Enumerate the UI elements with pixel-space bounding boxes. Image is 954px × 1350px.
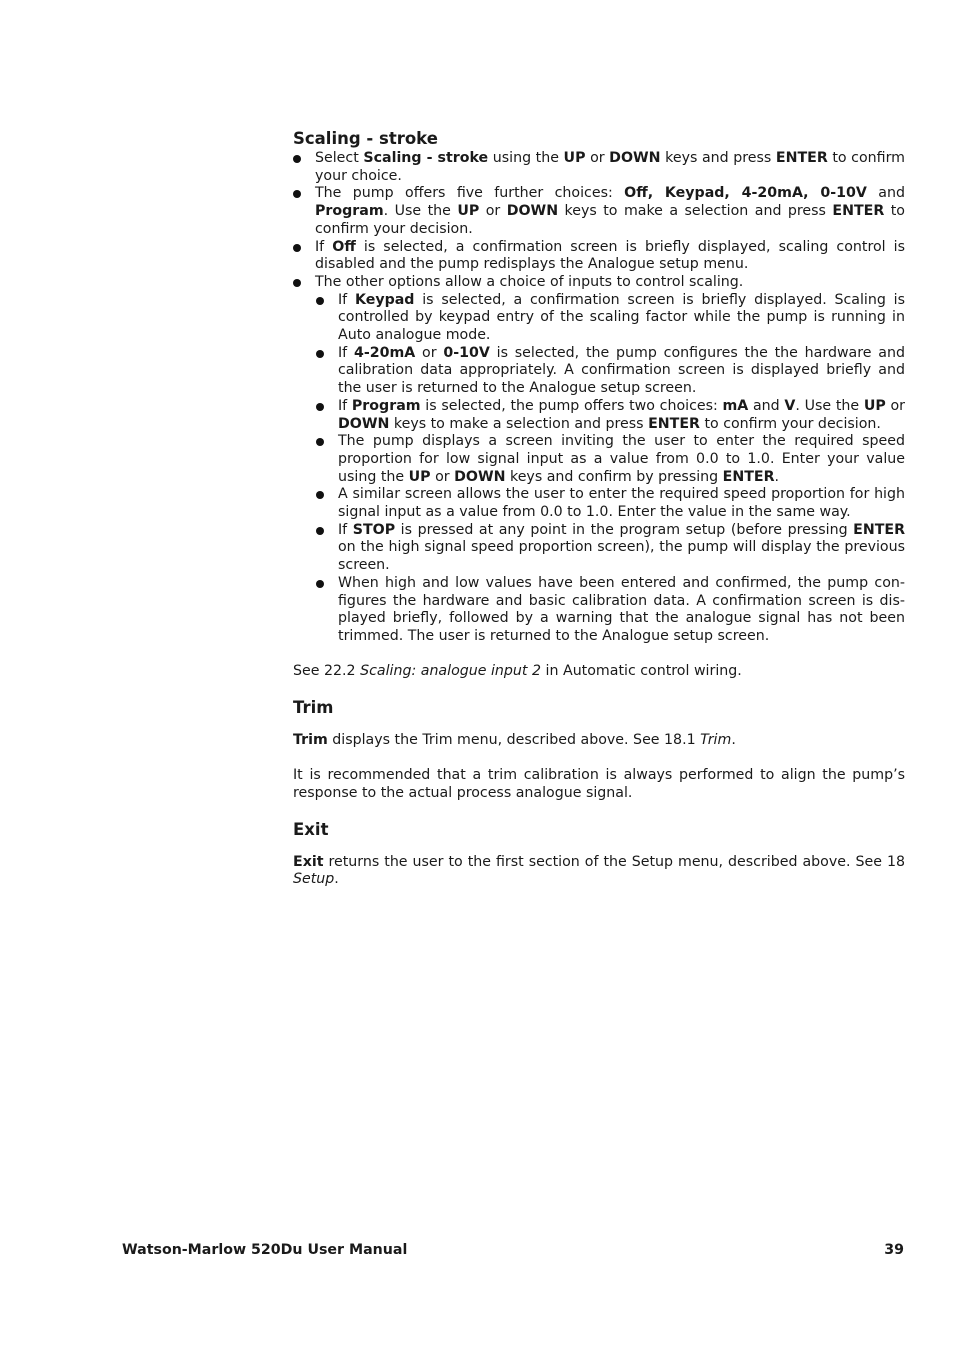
list-item: The other options allow a choice of inputs to control scaling. If Keypad is selected, a confirmation screen is briefly displayed. Scaling is controlled by keypad entry of the scaling factor while the pump is running in Auto analogue mode. If 4-20mA or 0-10V is selected, the pump configures the the hardware and calibration data appropriately. A confirmation screen is displayed briefly and the user is returned to the Analogue setup screen. If Program is selected, the pump offers two choices: mA and V. Use the UP or DOWN keys to make a selection and press ENTER to confirm your decision. The pump displays a screen inviting the user to enter the required speed proportion for low signal input as a value from 0.0 to 1.0. Enter your value using the UP or DOWN keys and confirm by pressing ENTER. A similar screen allows the user to enter the required speed proportion for high signal input as a value from 0.0 to 1.0. Enter the value in the same way. If STOP is pressed at any point in the program setup (before pressing ENTER on the high signal speed proportion screen), the pump will display the previous screen. When high and low values have been entered and confirmed, the pump configures the hardware and basic calibration data. A confirmation screen is displayed briefly, followed by a warning that the analogue signal has not been trimmed. The user is returned to the Analogue setup screen. bbox=[293, 274, 905, 646]
bullet-icon bbox=[293, 279, 301, 287]
trim-recommendation-paragraph: It is recommended that a trim calibration is always performed to align the pump’s response to the actual process analogue signal. bbox=[293, 767, 905, 801]
section-heading-trim: Trim bbox=[293, 697, 334, 717]
page-footer bbox=[122, 1240, 904, 1260]
section-heading-scaling-stroke: Scaling - stroke bbox=[293, 129, 438, 148]
list-item: If Off is selected, a confirmation screen is briefly displayed, scaling control is disabled and the pump redisplays the Analogue setup menu. bbox=[293, 239, 905, 274]
bullet-icon bbox=[293, 244, 301, 252]
bullet-icon bbox=[316, 527, 324, 535]
bullet-icon bbox=[316, 297, 324, 305]
bullet-icon bbox=[293, 155, 301, 163]
sub-bullet-list bbox=[316, 292, 905, 646]
list-item: The pump offers five further choices: Off, Keypad, 4-20mA, 0-10V and Program. Use the UP or DOWN keys to make a selection and press ENTER to confirm your decision. bbox=[293, 185, 905, 238]
bullet-icon bbox=[316, 491, 324, 499]
list-item: If STOP is pressed at any point in the program setup (before pressing ENTER on the high signal speed proportion screen), the pump will display the previous screen. bbox=[316, 522, 905, 575]
section-heading-exit: Exit bbox=[293, 819, 329, 839]
bullet-icon bbox=[293, 190, 301, 198]
list-item: If Program is selected, the pump offers two choices: mA and V. Use the UP or DOWN keys to make a selection and press ENTER to confirm your decision. bbox=[316, 398, 905, 433]
bullet-icon bbox=[316, 580, 324, 588]
list-item: When high and low values have been entered and confirmed, the pump configures the hardware and basic calibration data. A confirmation screen is displayed briefly, followed by a warning that the analogue signal has not been trimmed. The user is returned to the Analogue setup screen. bbox=[316, 575, 905, 646]
trim-paragraph: Trim displays the Trim menu, described above. See 18.1 Trim. bbox=[293, 731, 736, 748]
list-item: If Keypad is selected, a confirmation screen is briefly displayed. Scaling is controlled by keypad entry of the scaling factor while the pump is running in Auto analogue mode. bbox=[316, 292, 905, 345]
bullet-icon bbox=[316, 438, 324, 446]
exit-paragraph: Exit returns the user to the first section of the Setup menu, described above. See 18 Setup. bbox=[293, 853, 905, 888]
bullet-icon bbox=[316, 350, 324, 358]
list-item: If 4-20mA or 0-10V is selected, the pump configures the the hardware and calibration data appropriately. A confirmation screen is displayed briefly and the user is returned to the Analogue setup screen. bbox=[316, 345, 905, 398]
bullet-icon bbox=[316, 403, 324, 411]
list-item: A similar screen allows the user to enter the required speed proportion for high signal input as a value from 0.0 to 1.0. Enter the value in the same way. bbox=[316, 486, 905, 521]
main-bullet-list bbox=[293, 150, 905, 646]
see-scaling-reference: See 22.2 Scaling: analogue input 2 in Automatic control wiring. bbox=[293, 663, 742, 680]
list-item: The pump displays a screen inviting the user to enter the required speed proportion for low signal input as a value from 0.0 to 1.0. Enter your value using the UP or DOWN keys and confirm by pressing ENTER. bbox=[316, 433, 905, 486]
manual-title: Watson-Marlow 520Du User Manual bbox=[122, 1242, 408, 1258]
page-number: 39 bbox=[884, 1242, 904, 1258]
list-item: Select Scaling - stroke using the UP or DOWN keys and press ENTER to confirm your choice. bbox=[293, 150, 905, 185]
page-content bbox=[293, 128, 905, 889]
